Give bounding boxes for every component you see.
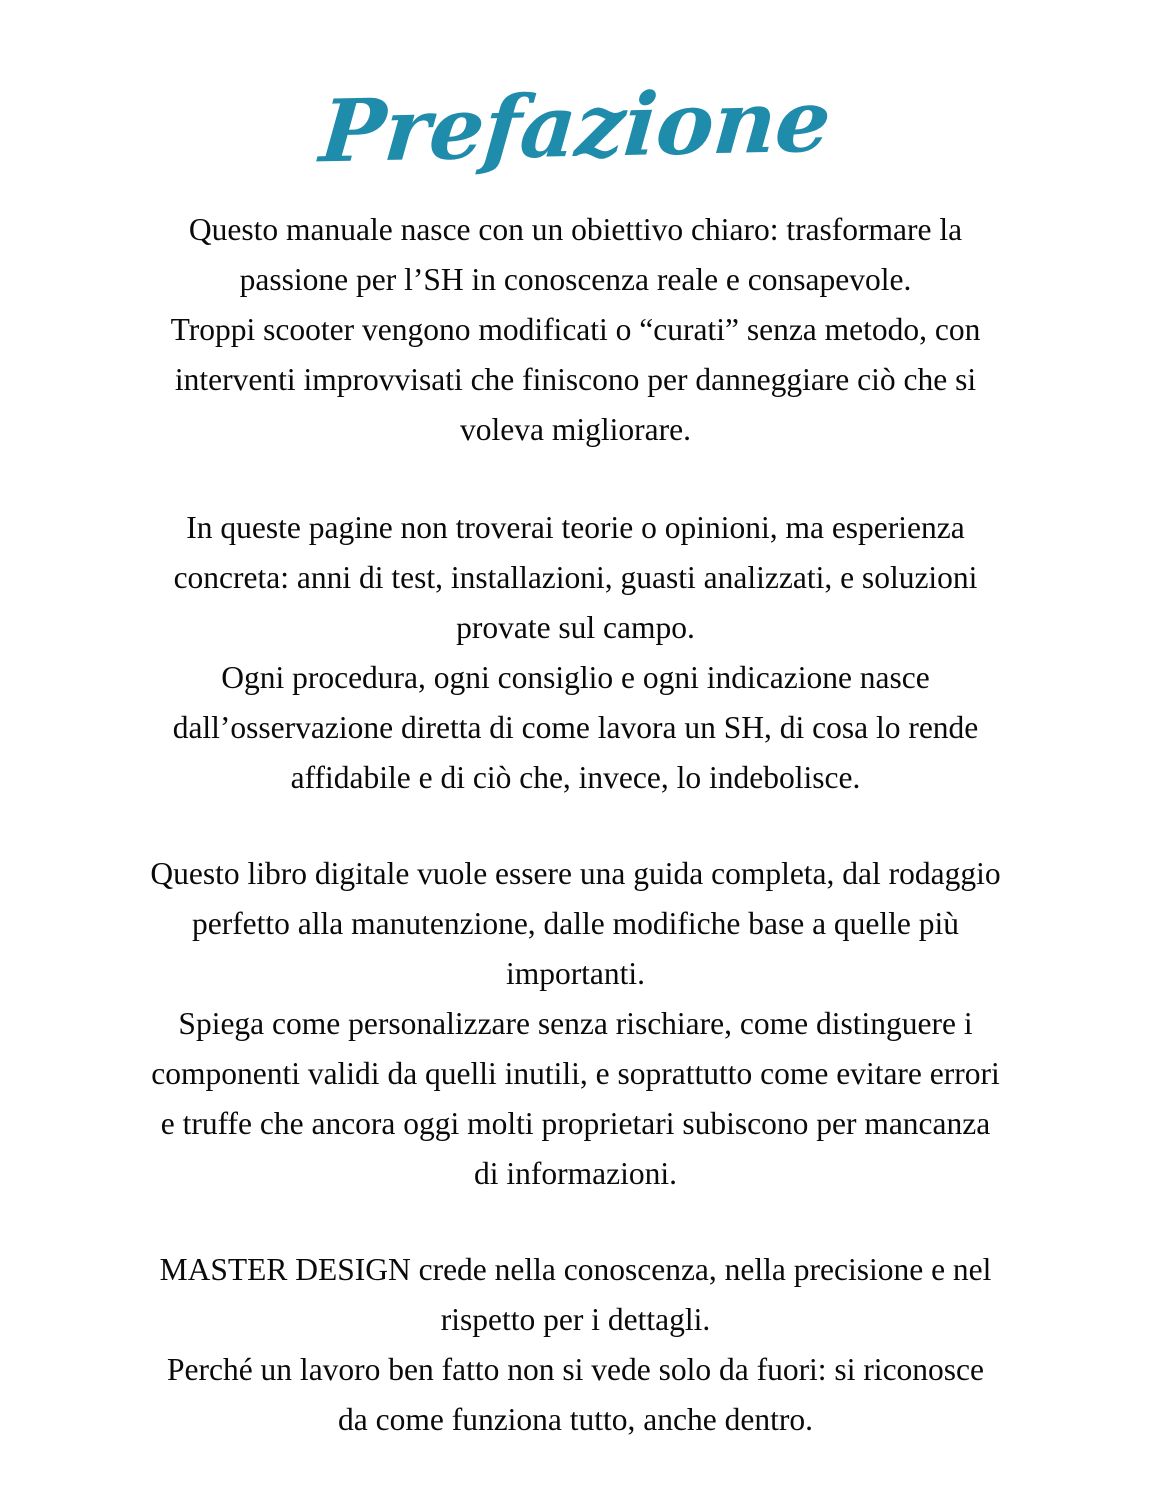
paragraph-guida — [22, 849, 1129, 1199]
paragraph-esperienza — [22, 503, 1129, 803]
paragraph-line: importanti. — [505, 956, 646, 991]
paragraph-line: Questo libro digitale vuole essere una guida completa, dal rodaggio — [150, 856, 1001, 891]
paragraph-line: concreta: anni di test, installazioni, guasti analizzati, e soluzioni — [173, 560, 978, 595]
paragraph-line: provate sul campo. — [456, 610, 695, 645]
paragraph-line: voleva migliorare. — [460, 412, 691, 447]
paragraph-line: e truffe che ancora oggi molti proprietari subiscono per mancanza — [160, 1106, 991, 1141]
paragraph-line: In queste pagine non troverai teorie o opinioni, ma esperienza — [186, 510, 965, 545]
paragraph-intro — [22, 205, 1129, 455]
paragraph-line: componenti validi da quelli inutili, e soprattutto come evitare errori — [151, 1056, 1000, 1091]
paragraph-line: Questo manuale nasce con un obiettivo chiaro: trasformare la — [188, 212, 963, 247]
paragraph-spacer — [22, 1199, 1129, 1245]
paragraph-spacer — [22, 455, 1129, 503]
paragraph-line: dall’osservazione diretta di come lavora un SH, di cosa lo rende — [172, 710, 979, 745]
paragraph-line: affidabile e di ciò che, invece, lo indebolisce. — [290, 760, 861, 795]
paragraph-line: rispetto per i dettagli. — [440, 1302, 711, 1337]
paragraph-spacer — [22, 803, 1129, 849]
paragraph-line: interventi improvvisati che finiscono per danneggiare ciò che si — [174, 362, 977, 397]
paragraph-line: Troppi scooter vengono modificati o “curati” senza metodo, con — [170, 312, 981, 347]
paragraph-line: perfetto alla manutenzione, dalle modifiche base a quelle più — [191, 906, 960, 941]
paragraph-line: Ogni procedura, ogni consiglio e ogni indicazione nasce — [221, 660, 930, 695]
paragraph-line: di informazioni. — [474, 1156, 677, 1191]
paragraph-line: MASTER DESIGN crede nella conoscenza, nella precisione e nel — [159, 1252, 992, 1287]
document-body — [22, 205, 1129, 1445]
paragraph-line: Perché un lavoro ben fatto non si vede solo da fuori: si riconosce — [166, 1352, 985, 1387]
page-title-container — [0, 0, 1151, 182]
paragraph-line: da come funziona tutto, anche dentro. — [338, 1402, 813, 1437]
paragraph-master-design — [22, 1245, 1129, 1445]
paragraph-line: Spiega come personalizzare senza rischiare, come distinguere i — [178, 1006, 973, 1041]
paragraph-line: passione per l’SH in conoscenza reale e consapevole. — [239, 262, 912, 297]
page-title: Prefazione — [316, 70, 835, 182]
